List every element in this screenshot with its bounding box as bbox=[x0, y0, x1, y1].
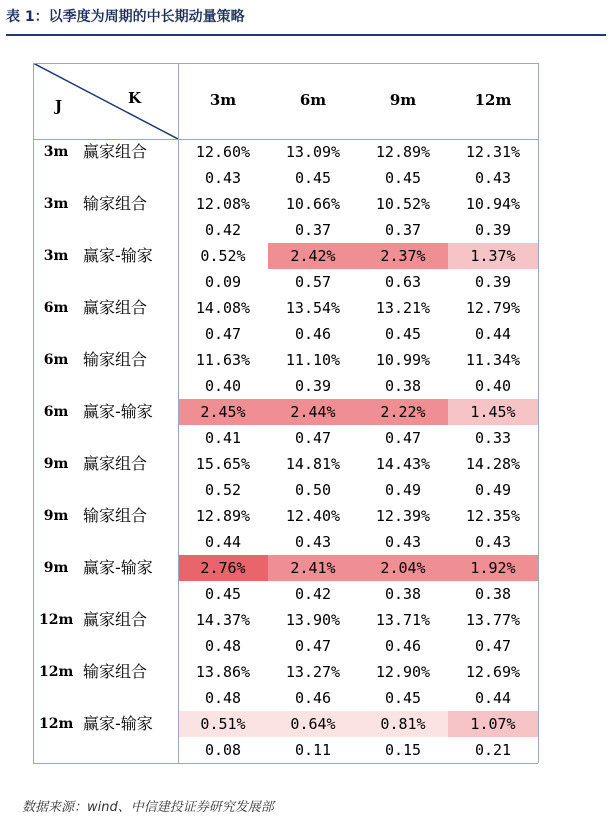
tstat-cell: 0.09 bbox=[204, 273, 242, 291]
row-period: 12m bbox=[39, 612, 74, 628]
return-cell: 12.79% bbox=[465, 299, 521, 317]
header-col-label: K bbox=[128, 89, 142, 107]
tstat-cell: 0.44 bbox=[204, 533, 242, 551]
row-label bbox=[33, 555, 178, 581]
return-cell: 2.44% bbox=[268, 399, 358, 425]
tstat-cell: 0.37 bbox=[384, 221, 422, 239]
tstat-cell: 0.46 bbox=[294, 689, 332, 707]
row-period: 9m bbox=[43, 456, 69, 472]
tstat-cell: 0.42 bbox=[294, 585, 332, 603]
tstat-cell: 0.43 bbox=[204, 169, 242, 187]
tstat-cell: 0.41 bbox=[204, 429, 242, 447]
row-period: 3m bbox=[43, 196, 69, 212]
return-cell: 13.77% bbox=[465, 611, 521, 629]
return-cell: 1.37% bbox=[448, 243, 538, 269]
row-label bbox=[33, 399, 178, 425]
row-portfolio-name: 赢家组合 bbox=[83, 142, 148, 161]
return-cell: 13.21% bbox=[375, 299, 431, 317]
tstat-cell: 0.42 bbox=[204, 221, 242, 239]
row-label bbox=[33, 295, 178, 321]
row-period: 9m bbox=[43, 508, 69, 524]
header-row-label: J bbox=[55, 97, 63, 115]
return-cell: 12.60% bbox=[195, 143, 251, 161]
tstat-cell: 0.45 bbox=[384, 325, 422, 343]
return-cell: 13.27% bbox=[285, 663, 341, 681]
row-period: 9m bbox=[43, 560, 69, 576]
return-cell: 12.08% bbox=[195, 195, 251, 213]
return-cell: 2.76% bbox=[178, 555, 268, 581]
return-cell: 13.09% bbox=[285, 143, 341, 161]
return-cell: 11.10% bbox=[285, 351, 341, 369]
return-cell: 0.52% bbox=[200, 247, 246, 265]
table-top-border bbox=[33, 63, 538, 64]
row-portfolio-name: 赢家组合 bbox=[83, 610, 148, 629]
return-cell: 11.34% bbox=[465, 351, 521, 369]
header-bottom-border bbox=[33, 139, 538, 140]
row-label bbox=[33, 139, 178, 165]
label-column-border bbox=[178, 63, 179, 763]
row-portfolio-name: 赢家组合 bbox=[83, 298, 148, 317]
tstat-cell: 0.44 bbox=[474, 325, 512, 343]
table-title: 表 1：以季度为周期的中长期动量策略 bbox=[6, 9, 245, 25]
tstat-cell: 0.45 bbox=[294, 169, 332, 187]
tstat-cell: 0.11 bbox=[294, 741, 332, 759]
tstat-cell: 0.45 bbox=[384, 169, 422, 187]
tstat-cell: 0.39 bbox=[294, 377, 332, 395]
row-period: 6m bbox=[43, 404, 69, 420]
return-cell: 0.81% bbox=[358, 711, 448, 737]
tstat-cell: 0.40 bbox=[204, 377, 242, 395]
tstat-cell: 0.43 bbox=[474, 533, 512, 551]
return-cell: 2.42% bbox=[268, 243, 358, 269]
tstat-cell: 0.08 bbox=[204, 741, 242, 759]
row-period: 3m bbox=[43, 248, 69, 264]
return-cell: 13.54% bbox=[285, 299, 341, 317]
table-left-border bbox=[33, 63, 34, 763]
tstat-cell: 0.57 bbox=[294, 273, 332, 291]
return-cell: 12.35% bbox=[465, 507, 521, 525]
row-period: 3m bbox=[43, 144, 69, 160]
row-period: 12m bbox=[39, 664, 74, 680]
tstat-cell: 0.15 bbox=[384, 741, 422, 759]
row-label bbox=[33, 503, 178, 529]
return-cell: 15.65% bbox=[195, 455, 251, 473]
tstat-cell: 0.37 bbox=[294, 221, 332, 239]
return-cell: 14.28% bbox=[465, 455, 521, 473]
return-cell: 12.69% bbox=[465, 663, 521, 681]
row-label bbox=[33, 191, 178, 217]
tstat-cell: 0.44 bbox=[474, 689, 512, 707]
tstat-cell: 0.38 bbox=[384, 377, 422, 395]
table-bottom-border bbox=[33, 763, 538, 764]
return-cell: 11.63% bbox=[195, 351, 251, 369]
tstat-cell: 0.45 bbox=[204, 585, 242, 603]
return-cell: 13.86% bbox=[195, 663, 251, 681]
column-header-6m: 6m bbox=[299, 91, 327, 109]
tstat-cell: 0.48 bbox=[204, 637, 242, 655]
return-cell: 14.81% bbox=[285, 455, 341, 473]
tstat-cell: 0.43 bbox=[384, 533, 422, 551]
row-label bbox=[33, 347, 178, 373]
return-cell: 2.22% bbox=[358, 399, 448, 425]
tstat-cell: 0.39 bbox=[474, 221, 512, 239]
row-period: 12m bbox=[39, 716, 74, 732]
row-portfolio-name: 赢家-输家 bbox=[83, 714, 153, 733]
tstat-cell: 0.46 bbox=[294, 325, 332, 343]
return-cell: 14.43% bbox=[375, 455, 431, 473]
return-cell: 10.52% bbox=[375, 195, 431, 213]
momentum-table bbox=[33, 63, 538, 763]
tstat-cell: 0.39 bbox=[474, 273, 512, 291]
tstat-cell: 0.49 bbox=[474, 481, 512, 499]
return-cell: 13.90% bbox=[285, 611, 341, 629]
return-cell: 2.04% bbox=[358, 555, 448, 581]
return-cell: 1.45% bbox=[448, 399, 538, 425]
return-cell: 0.64% bbox=[268, 711, 358, 737]
row-label bbox=[33, 711, 178, 737]
tstat-cell: 0.45 bbox=[384, 689, 422, 707]
column-header-3m: 3m bbox=[209, 91, 237, 109]
return-cell: 10.99% bbox=[375, 351, 431, 369]
column-header-9m: 9m bbox=[389, 91, 417, 109]
return-cell: 0.51% bbox=[178, 711, 268, 737]
return-cell: 14.37% bbox=[195, 611, 251, 629]
tstat-cell: 0.40 bbox=[474, 377, 512, 395]
return-cell: 10.66% bbox=[285, 195, 341, 213]
row-label bbox=[33, 659, 178, 685]
tstat-cell: 0.63 bbox=[384, 273, 422, 291]
table-right-border bbox=[538, 63, 539, 763]
row-portfolio-name: 输家组合 bbox=[83, 506, 148, 525]
row-portfolio-name: 输家组合 bbox=[83, 194, 148, 213]
return-cell: 12.40% bbox=[285, 507, 341, 525]
column-header-12m: 12m bbox=[474, 91, 512, 109]
tstat-cell: 0.33 bbox=[474, 429, 512, 447]
tstat-cell: 0.47 bbox=[204, 325, 242, 343]
return-cell: 13.71% bbox=[375, 611, 431, 629]
tstat-cell: 0.38 bbox=[384, 585, 422, 603]
return-cell: 12.89% bbox=[375, 143, 431, 161]
return-cell: 2.37% bbox=[358, 243, 448, 269]
tstat-cell: 0.47 bbox=[294, 637, 332, 655]
return-cell: 12.31% bbox=[465, 143, 521, 161]
return-cell: 2.45% bbox=[178, 399, 268, 425]
title-divider bbox=[6, 34, 606, 36]
row-label bbox=[33, 607, 178, 633]
return-cell: 14.08% bbox=[195, 299, 251, 317]
return-cell: 1.07% bbox=[448, 711, 538, 737]
tstat-cell: 0.21 bbox=[474, 741, 512, 759]
row-portfolio-name: 输家组合 bbox=[83, 350, 148, 369]
tstat-cell: 0.47 bbox=[294, 429, 332, 447]
row-label bbox=[33, 451, 178, 477]
row-portfolio-name: 赢家-输家 bbox=[83, 558, 153, 577]
return-cell: 1.92% bbox=[448, 555, 538, 581]
tstat-cell: 0.43 bbox=[294, 533, 332, 551]
row-portfolio-name: 赢家组合 bbox=[83, 454, 148, 473]
tstat-cell: 0.43 bbox=[474, 169, 512, 187]
tstat-cell: 0.46 bbox=[384, 637, 422, 655]
return-cell: 2.41% bbox=[268, 555, 358, 581]
tstat-cell: 0.52 bbox=[204, 481, 242, 499]
source-note: 数据来源：wind、中信建投证券研究发展部 bbox=[22, 800, 274, 815]
tstat-cell: 0.49 bbox=[384, 481, 422, 499]
row-portfolio-name: 赢家-输家 bbox=[83, 402, 153, 421]
row-label bbox=[33, 243, 178, 269]
return-cell: 12.90% bbox=[375, 663, 431, 681]
return-cell: 10.94% bbox=[465, 195, 521, 213]
tstat-cell: 0.47 bbox=[384, 429, 422, 447]
row-period: 6m bbox=[43, 352, 69, 368]
return-cell: 12.39% bbox=[375, 507, 431, 525]
row-period: 6m bbox=[43, 300, 69, 316]
tstat-cell: 0.47 bbox=[474, 637, 512, 655]
return-cell: 12.89% bbox=[195, 507, 251, 525]
tstat-cell: 0.50 bbox=[294, 481, 332, 499]
row-portfolio-name: 赢家-输家 bbox=[83, 246, 153, 265]
row-portfolio-name: 输家组合 bbox=[83, 662, 148, 681]
tstat-cell: 0.38 bbox=[474, 585, 512, 603]
tstat-cell: 0.48 bbox=[204, 689, 242, 707]
